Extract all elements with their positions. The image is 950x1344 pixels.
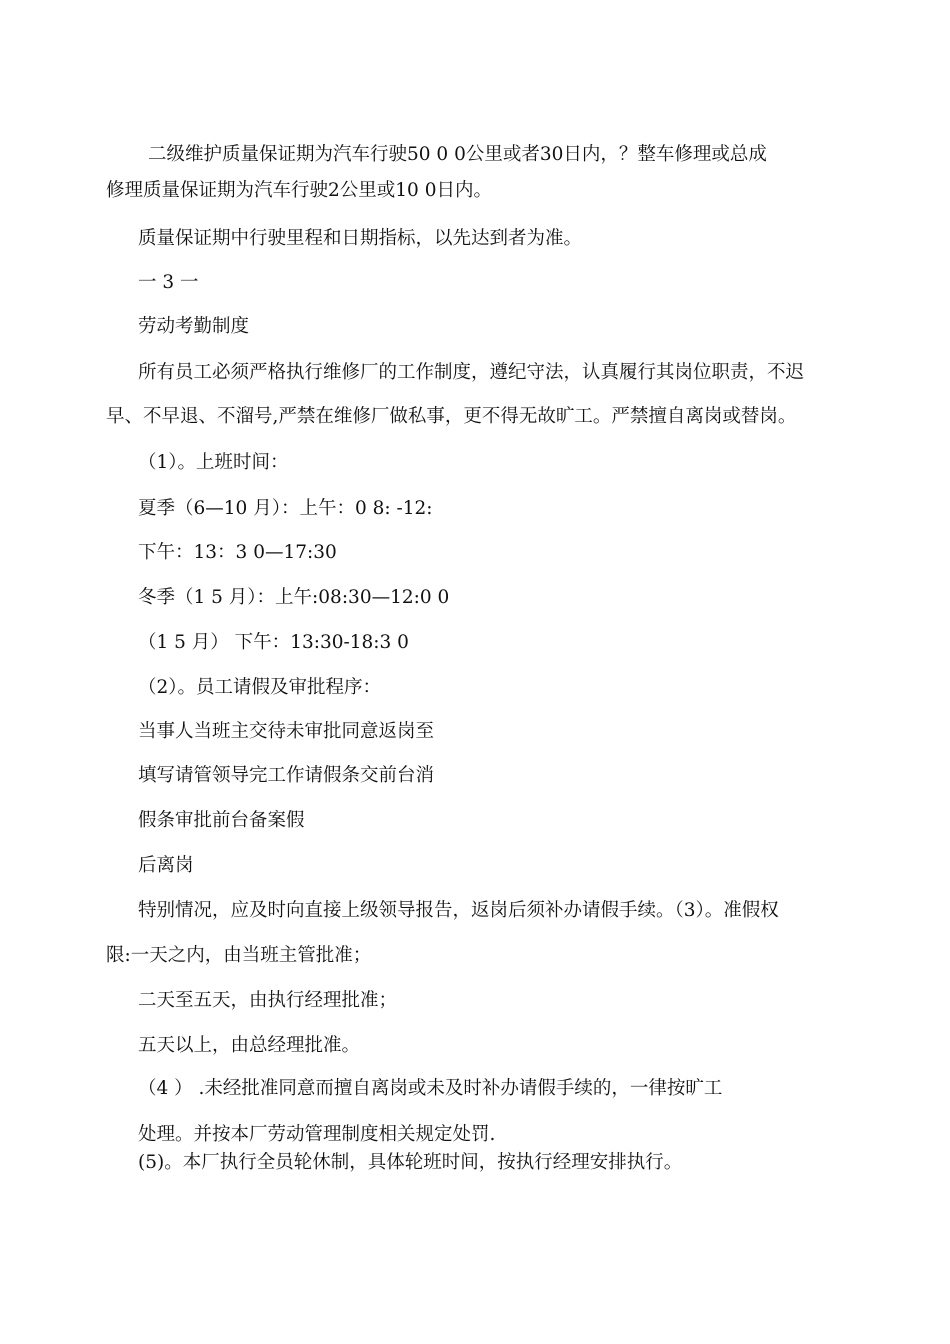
schedule-winter-am: 冬季（1 5 月）：上午:08:30—12:0 0 <box>138 587 450 608</box>
item-heading-5: (5)。本厂执行全员轮休制，具体轮班时间，按执行经理安排执行。 <box>138 1152 683 1173</box>
text-line-approval-2: 二天至五天，由执行经理批准； <box>138 990 398 1011</box>
text-line-penalty: 处理。并按本厂劳动管理制度相关规定处罚. <box>138 1124 496 1145</box>
page-number: 一 3 一 <box>138 272 199 293</box>
text-line-rules-1: 所有员工必须严格执行维修厂的工作制度，遵纪守法，认真履行其岗位职责，不迟 <box>138 362 805 383</box>
text-line-approval-3: 五天以上，由总经理批准。 <box>138 1035 361 1056</box>
text-line-guarantee-1: 二级维护质量保证期为汽车行驶50 0 0公里或者30日内，？整车修理或总成 <box>148 144 767 165</box>
schedule-winter-pm: （1 5 月） 下午：13:30-18:3 0 <box>138 632 409 653</box>
item-heading-2: （2）。员工请假及审批程序： <box>138 677 382 698</box>
procedure-line-3: 假条审批前台备案假 <box>138 810 305 831</box>
procedure-line-4: 后离岗 <box>138 855 194 876</box>
text-line-special-1: 特别情况，应及时向直接上级领导报告，返岗后须补办请假手续。（3）。准假权 <box>138 900 779 921</box>
schedule-summer-pm: 下午：13：3 0—17:30 <box>138 542 337 563</box>
text-line-special-2: 限:一天之内，由当班主管批准； <box>106 945 372 966</box>
item-heading-4: （4 ） .未经批准同意而擅自离岗或未及时补办请假手续的，一律按旷工 <box>138 1078 723 1099</box>
text-line-rules-2: 早、不早退、不溜号,严禁在维修厂做私事，更不得无故旷工。严禁擅自离岗或替岗。 <box>106 406 797 427</box>
text-line-guarantee-3: 质量保证期中行驶里程和日期指标，以先达到者为准。 <box>138 228 583 249</box>
schedule-summer-am: 夏季（6—10 月）：上午：0 8: -12: <box>138 498 433 519</box>
item-heading-1: （1）。上班时间： <box>138 452 289 473</box>
procedure-line-1: 当事人当班主交待未审批同意返岗至 <box>138 721 435 742</box>
text-line-guarantee-2: 修理质量保证期为汽车行驶2公里或10 0日内。 <box>106 180 492 201</box>
section-heading: 劳动考勤制度 <box>138 316 250 337</box>
procedure-line-2: 填写请管领导完工作请假条交前台消 <box>138 765 435 786</box>
